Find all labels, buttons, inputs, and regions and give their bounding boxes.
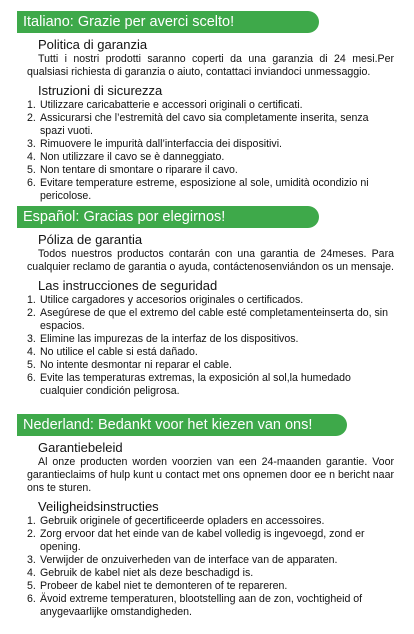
list-item	[27, 580, 396, 593]
list-item	[27, 151, 396, 164]
item-text: Assicurarsi che l’estremità del cavo sia completamente inserita, senza spazi vuoti.	[40, 112, 369, 137]
list-item	[27, 307, 396, 333]
item-text: Probeer de kabel niet te demonteren of te repareren.	[40, 580, 288, 592]
warranty-text: Todos nuestros productos contarán con una garantia de 24meses. Para cualquier reclamo de garantia o ayuda, contáctenosenviándon os un mensaje.	[27, 248, 394, 273]
list-item	[27, 138, 396, 151]
item-number: 6.	[27, 593, 36, 605]
warranty-text: Al onze producten worden voorzien van een 24-maanden garantie. Voor garantieclaims of hulp kunt u contact met ons opnemen door ee n bericht naar ons te sturen.	[27, 456, 394, 494]
item-number: 4.	[27, 567, 36, 579]
item-number: 2.	[27, 528, 36, 540]
item-number: 1.	[27, 99, 36, 111]
safety-heading: Las instrucciones de seguridad	[38, 278, 218, 293]
item-number: 5.	[27, 164, 36, 176]
item-number: 3.	[27, 138, 36, 150]
item-text: Evitare temperature estreme, esposizione al sole, umidità ocondizio ni pericolose.	[40, 177, 369, 202]
warranty-text: Tutti i nostri prodotti saranno coperti da una garanzia di 24 mesi.Per qualsiasi richiesta di garanzia o aiuto, contattaci inviandoci unmessaggio.	[27, 53, 394, 78]
item-number: 6.	[27, 177, 36, 189]
item-text: Evite las temperaturas extremas, la exposición al sol,la humedado cualquier condición peligrosa.	[40, 372, 351, 397]
item-number: 3.	[27, 554, 36, 566]
safety-list	[27, 515, 396, 619]
list-item	[27, 359, 396, 372]
list-item	[27, 333, 396, 346]
item-number: 2.	[27, 307, 36, 319]
list-item	[27, 554, 396, 567]
list-item	[27, 112, 396, 138]
item-text: Verwijder de onzuiverheden van de interface van de apparaten.	[40, 554, 338, 566]
list-item	[27, 372, 396, 398]
item-text: No utilice el cable si está dañado.	[40, 346, 198, 358]
list-item	[27, 164, 396, 177]
warranty-heading: Garantiebeleid	[38, 440, 123, 455]
list-item	[27, 99, 396, 112]
item-text: Non tentare di smontare o riparare il cavo.	[40, 164, 238, 176]
item-number: 1.	[27, 515, 36, 527]
list-item	[27, 294, 396, 307]
section-spanish	[0, 206, 414, 398]
list-item	[27, 593, 396, 619]
item-text: Ävoid extreme temperaturen, blootstelling aan de zon, vochtigheid of anygevaarlijke omstandigheden.	[40, 593, 363, 618]
item-text: Non utilizzare il cavo se è danneggiato.	[40, 151, 225, 163]
section-italian	[0, 11, 414, 203]
item-text: Elimine las impurezas de la interfaz de los dispositivos.	[40, 333, 299, 345]
item-text: Utilice cargadores y accesorios originales o certificados.	[40, 294, 304, 306]
item-text: Zorg ervoor dat het einde van de kabel volledig is ingevoegd, zond er opening.	[40, 528, 365, 553]
item-text: Rimuovere le impurità dall’interfaccia dei dispositivi.	[40, 138, 282, 150]
item-number: 4.	[27, 346, 36, 358]
list-item	[27, 346, 396, 359]
safety-heading: Istruzioni di sicurezza	[38, 83, 163, 98]
item-text: Asegúrese de que el extremo del cable esté completamenteinserta do, sin espacios.	[40, 307, 389, 332]
safety-heading: Veiligheidsinstructies	[38, 499, 159, 514]
item-text: No intente desmontar ni reparar el cable.	[40, 359, 232, 371]
list-item	[27, 177, 396, 203]
section-banner: Español: Gracias por elegirnos!	[17, 206, 319, 228]
item-text: Utilizzare caricabatterie e accessori originali o certificati.	[40, 99, 303, 111]
item-number: 3.	[27, 333, 36, 345]
item-number: 5.	[27, 580, 36, 592]
section-banner: Italiano: Grazie per averci scelto!	[17, 11, 319, 33]
item-text: Gebruik originele of gecertificeerde opladers en accessoires.	[40, 515, 325, 527]
section-banner: Nederland: Bedankt voor het kiezen van ons!	[17, 414, 347, 436]
item-number: 6.	[27, 372, 36, 384]
warranty-heading: Póliza de garantia	[38, 232, 143, 247]
item-number: 1.	[27, 294, 36, 306]
list-item	[27, 528, 396, 554]
item-text: Gebruik de kabel niet als deze beschadigd is.	[40, 567, 254, 579]
warranty-heading: Politica di garanzia	[38, 37, 148, 52]
item-number: 2.	[27, 112, 36, 124]
safety-list	[27, 294, 396, 398]
list-item	[27, 515, 396, 528]
list-item	[27, 567, 396, 580]
section-dutch	[0, 414, 414, 619]
item-number: 5.	[27, 359, 36, 371]
safety-list	[27, 99, 396, 203]
item-number: 4.	[27, 151, 36, 163]
